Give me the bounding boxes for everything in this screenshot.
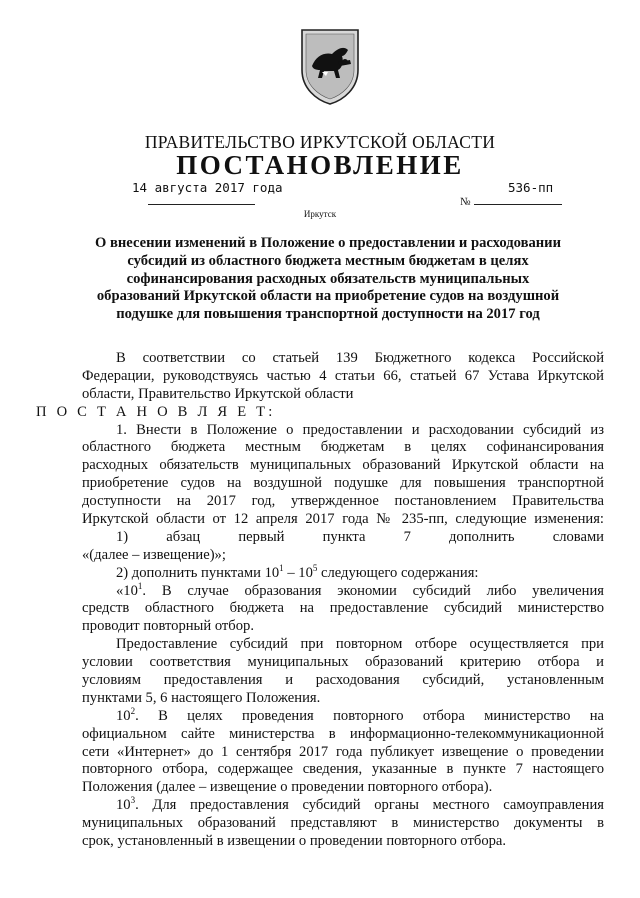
body-line: повторного отбора, содержащее сведения, указанные в пункте 7 настоящего — [82, 761, 604, 778]
body-line: сети «Интернет» до 1 сентября 2017 года публикует извещение о проведении — [82, 743, 604, 760]
body-line: пунктами 5, 6 настоящего Положения. — [82, 689, 321, 706]
body-line: расходных обязательств муниципальных образований Иркутской области на — [82, 457, 604, 474]
body-line: «(далее – извещение)»; — [82, 546, 226, 563]
decree-number: 536-пп — [508, 180, 554, 195]
title-line: софинансирования расходных обязательств муниципальных — [126, 270, 530, 287]
title-line: образований Иркутской области на приобретение судов на воздушной — [96, 288, 560, 305]
title-line: подушке для повышения транспортной доступности на 2017 год — [116, 306, 540, 323]
body-line: срок, установленный в извещении о проведении повторного отбора. — [82, 833, 507, 850]
body-line: условии соответствия муниципальных образований критерию отбора и — [82, 654, 604, 671]
body-line: Положения (далее – извещение о проведении повторного отбора). — [82, 779, 493, 796]
title-line: субсидий из областного бюджета местным бюджетам в целях — [127, 252, 529, 269]
document-type-title: ПОСТАНОВЛЕНИЕ — [176, 150, 464, 180]
body-line: средств областного бюджета на предоставление субсидий министерство — [82, 600, 604, 617]
body-line: Иркутской области от 12 апреля 2017 года № 235-пп, следующие изменения: — [82, 511, 604, 528]
number-label: № — [460, 196, 471, 208]
government-name: ПРАВИТЕЛЬСТВО ИРКУТСКОЙ ОБЛАСТИ — [144, 132, 496, 152]
body-line: доступности на 2017 год, утвержденное постановлением Правительства — [82, 493, 604, 510]
resolution-word: П О С Т А Н О В Л Я Е Т: — [36, 403, 276, 420]
decree-date: 14 августа 2017 года — [132, 180, 283, 195]
body-line: $10^2$. В целях проведения повторного отбора министерство на — [116, 705, 604, 724]
body-line: В соответствии со статьей 139 Бюджетного кодекса Российской — [116, 350, 604, 366]
body-line: Предоставление субсидий при повторном отборе осуществляется при — [116, 636, 604, 653]
number-underline — [474, 204, 562, 205]
body-line: проводит повторный отбор. — [82, 618, 254, 635]
date-underline — [148, 204, 255, 205]
decree-title — [74, 235, 582, 324]
body-line: «$10^1$. В случае образования экономии субсидий либо увеличения — [116, 580, 604, 599]
body-line: 1) абзац первый пункта 7 дополнить словами — [116, 528, 604, 545]
body-line: официальном сайте министерства в информационно-телекоммуникационной — [82, 725, 604, 742]
decree-body — [36, 350, 604, 851]
body-line: условиям предоставления и расходования субсидий, установленным — [82, 672, 604, 689]
body-line: Федерации, руководствуясь частью 4 статьи 66, статьей 67 Устава Иркутской — [82, 367, 604, 384]
body-line: 1. Внести в Положение о предоставлении и расходовании субсидий из — [116, 421, 604, 438]
title-line: О внесении изменений в Положение о предоставлении и расходовании — [95, 235, 561, 251]
body-line: областного бюджета местным бюджетам в целях софинансирования — [82, 439, 604, 456]
body-line: 2) дополнить пунктами $10^1 - 10^5$ следующего содержания: — [116, 562, 479, 581]
body-line: муниципальных образований представляют в министерство документы в — [82, 815, 604, 832]
body-line: $10^3$. Для предоставления субсидий органы местного самоуправления — [116, 795, 604, 814]
body-line: приобретение судов на воздушной подушке для повышения транспортной — [82, 475, 604, 492]
body-line: области, Правительство Иркутской области — [82, 385, 354, 402]
city-name: Иркутск — [303, 209, 337, 219]
coat-of-arms-emblem — [298, 26, 362, 106]
